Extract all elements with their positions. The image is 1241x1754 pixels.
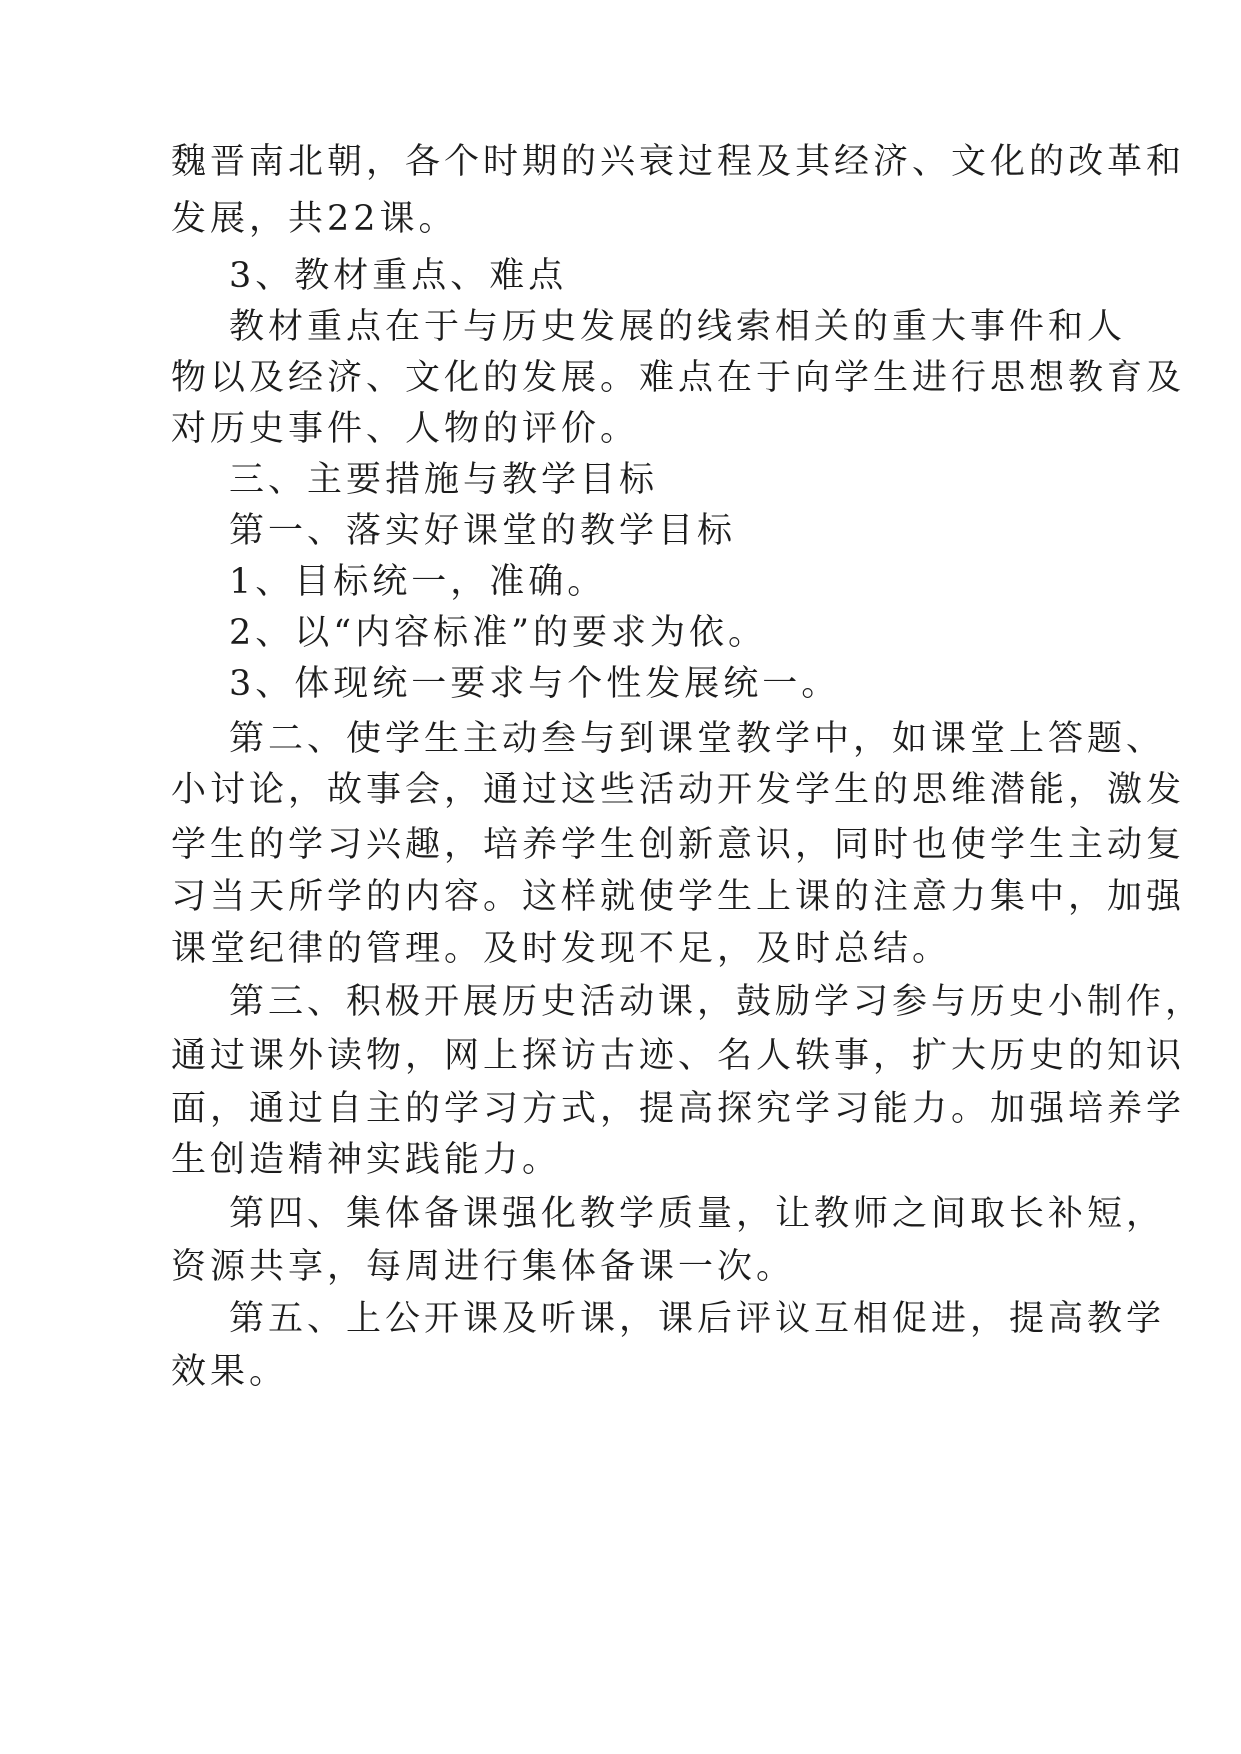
text-line: 教材重点在于与历史发展的线索相关的重大事件和人 [229,307,1127,347]
text-line: 物以及经济、文化的发展。难点在于向学生进行思想教育及 [171,358,1186,398]
text-line: 第三、积极开展历史活动课，鼓励学习参与历史小制作， [229,982,1205,1022]
text-line: 习当天所学的内容。这样就使学生上课的注意力集中，加强 [171,877,1186,917]
section-heading: 三、主要措施与教学目标 [229,460,659,500]
text-line: 发展，共22课。 [171,199,458,239]
text-line: 生创造精神实践能力。 [171,1140,562,1180]
text-line: 魏晋南北朝，各个时期的兴衰过程及其经济、文化的改革和 [171,142,1186,182]
subheading: 第一、落实好课堂的教学目标 [229,511,737,551]
text-line: 效果。 [171,1352,289,1392]
section-heading: 3、教材重点、难点 [229,256,568,296]
list-item: 2、以“内容标准”的要求为依。 [229,613,768,653]
text-line: 第二、使学生主动叁与到课堂教学中，如课堂上答题、 [229,719,1166,759]
text-line: 第五、上公开课及听课，课后评议互相促进，提高教学 [229,1299,1166,1339]
text-line: 对历史事件、人物的评价。 [171,409,640,449]
text-line: 面，通过自主的学习方式，提高探究学习能力。加强培养学 [171,1089,1186,1129]
list-item: 3、体现统一要求与个性发展统一。 [229,664,841,704]
text-line: 学生的学习兴趣，培养学生创新意识，同时也使学生主动复 [171,825,1186,865]
text-line: 资源共享，每周进行集体备课一次。 [171,1247,796,1287]
text-line: 第四、集体备课强化教学质量，让教师之间取长补短， [229,1194,1166,1234]
text-line: 小讨论，故事会，通过这些活动开发学生的思维潜能，激发 [171,770,1186,810]
text-line: 课堂纪律的管理。及时发现不足，及时总结。 [171,929,952,969]
text-line: 通过课外读物，网上探访古迹、名人轶事，扩大历史的知识 [171,1036,1186,1076]
list-item: 1、目标统一，准确。 [229,562,607,602]
